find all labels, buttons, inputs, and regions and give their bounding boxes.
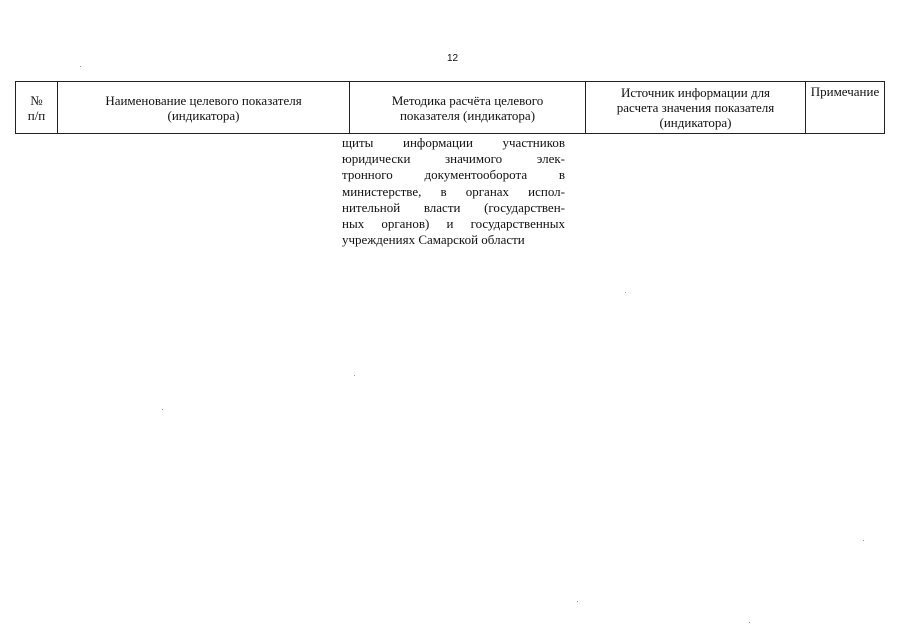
- scan-speck: [863, 540, 864, 541]
- header-indicator-name-line-1: Наименование целевого показателя: [105, 92, 302, 108]
- header-indicator-name: [58, 82, 350, 134]
- header-indicator-name-line-2: (индикатора): [167, 107, 240, 123]
- header-information-source-line-3: (индикатора): [659, 115, 732, 130]
- method-text-line: ных органов) и государственных: [342, 216, 565, 232]
- header-information-source-line-1: Источник информации для: [620, 85, 771, 100]
- header-information-source-line-2: расчета значения показателя: [616, 100, 775, 115]
- header-calculation-method-line-2: показателя (индикатора): [399, 107, 536, 123]
- indicator-table: [15, 81, 885, 134]
- scan-speck: [354, 375, 355, 376]
- header-number-line-1: №: [30, 92, 43, 108]
- header-information-source: [586, 82, 806, 134]
- table-header-row: [16, 82, 885, 134]
- method-text-line: министерстве, в органах испол-: [342, 183, 565, 199]
- header-calculation-method-line-1: Методика расчёта целевого: [391, 92, 544, 108]
- header-number-line-2: п/п: [27, 107, 46, 123]
- method-text-line: нительной власти (государствен-: [342, 199, 565, 215]
- header-calculation-method: [350, 82, 586, 134]
- method-text-line: тронного документооборота в: [342, 167, 565, 183]
- method-text-line: щиты информации участников: [342, 135, 565, 150]
- scan-speck: [625, 292, 626, 293]
- scan-speck: [162, 409, 163, 410]
- scan-speck: [749, 622, 750, 623]
- page-number: 12: [446, 53, 459, 64]
- method-continuation-text: [342, 135, 565, 248]
- method-text-line: учреждениях Самарской области: [342, 232, 525, 248]
- header-note: Примечание: [806, 82, 885, 134]
- method-text-line: юридически значимого элек-: [342, 151, 565, 167]
- header-number: [16, 82, 58, 134]
- scan-speck: [80, 66, 81, 67]
- table-header: [16, 82, 885, 134]
- scan-speck: [577, 601, 578, 602]
